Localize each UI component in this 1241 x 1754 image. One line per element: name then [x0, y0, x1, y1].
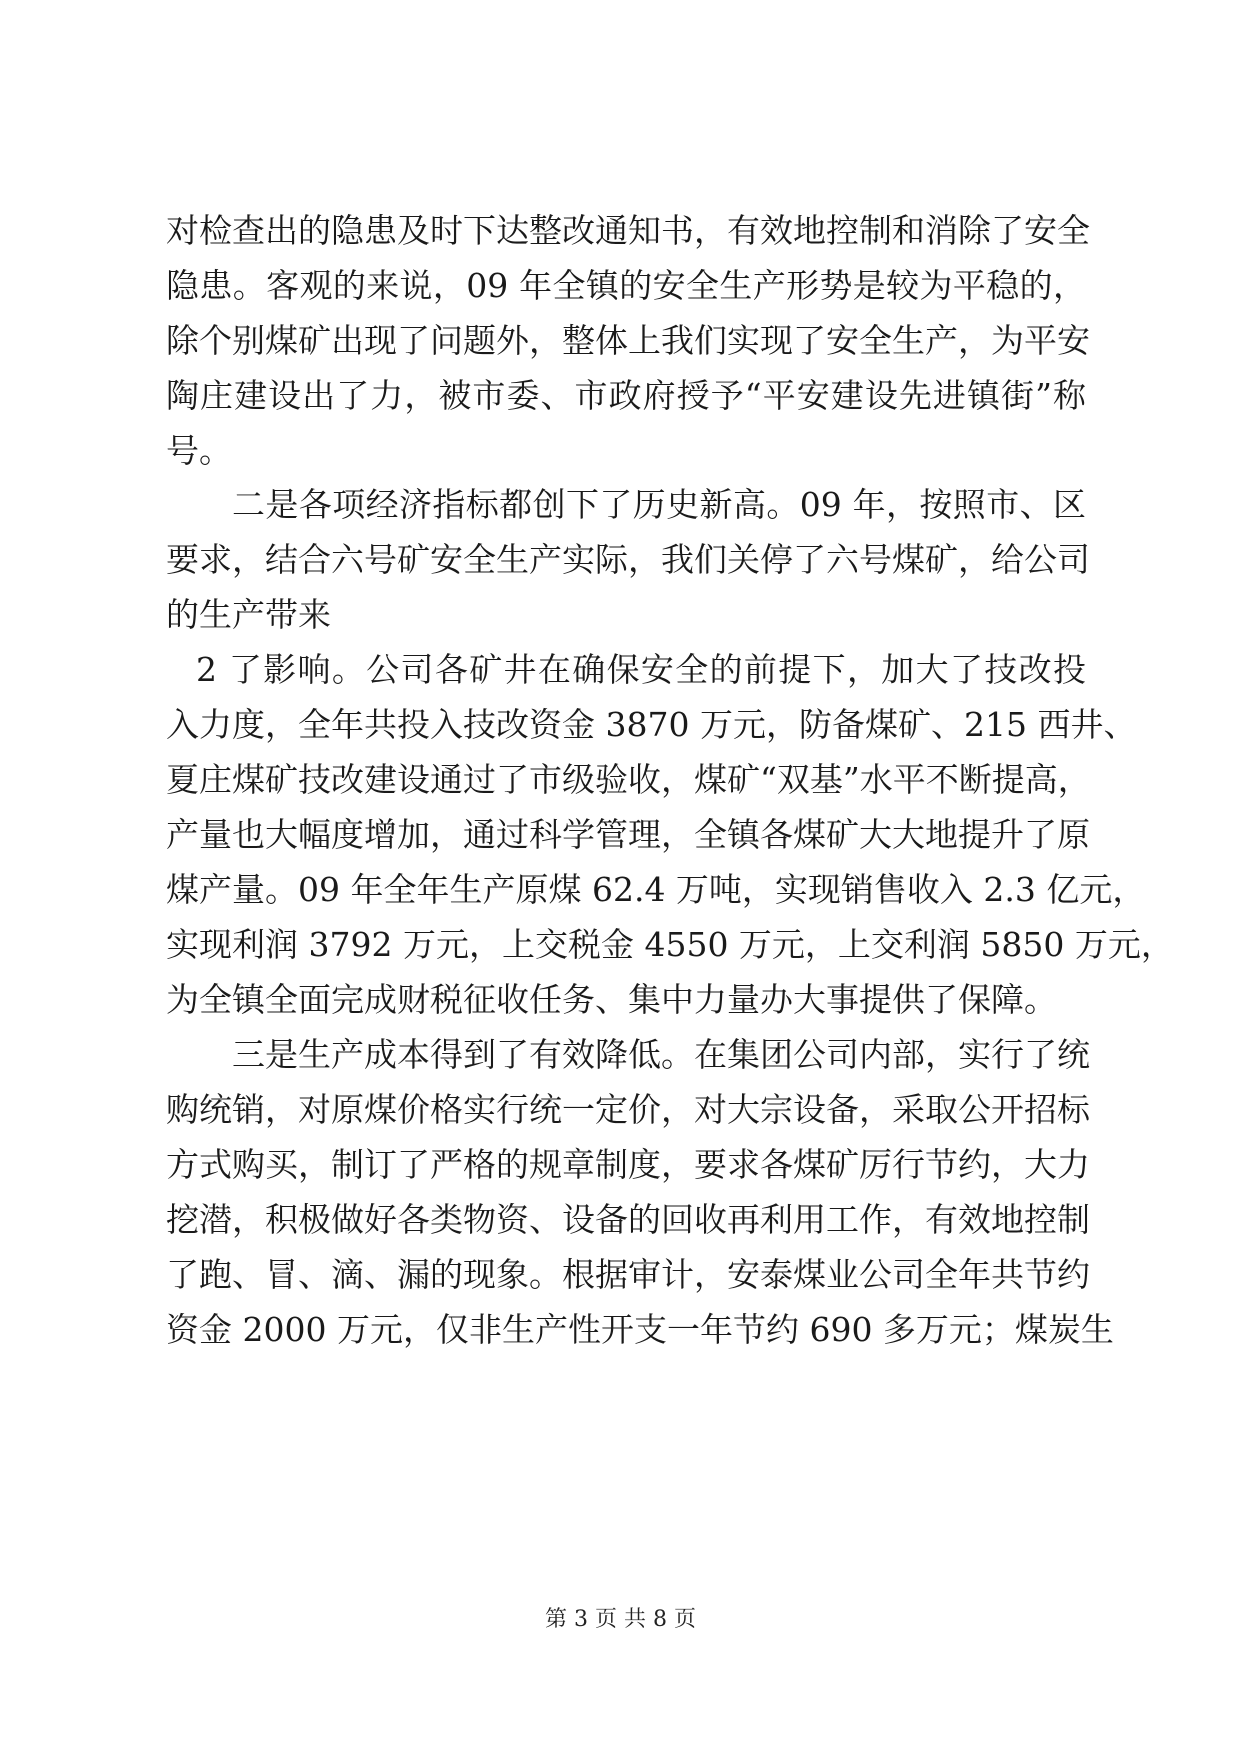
paragraph-start-line: 二是各项经济指标都创下了历史新高。09 年，按照市、区: [232, 485, 1086, 524]
paragraph-start-line: 三是生产成本得到了有效降低。在集团公司内部，实行了统: [232, 1035, 1090, 1074]
text-line: 了跑、冒、滴、漏的现象。根据审计，安泰煤业公司全年共节约: [166, 1255, 1090, 1294]
text-line: 号。: [166, 431, 232, 470]
text-line: 要求，结合六号矿安全生产实际，我们关停了六号煤矿，给公司: [166, 540, 1090, 579]
text-line: 购统销，对原煤价格实行统一定价，对大宗设备，采取公开招标: [166, 1090, 1090, 1129]
page-footer: 第 3 页 共 8 页: [545, 1607, 696, 1632]
text-line: 资金 2000 万元，仅非生产性开支一年节约 690 多万元；煤炭生: [166, 1310, 1114, 1349]
text-line: 陶庄建设出了力，被市委、市政府授予“平安建设先进镇街”称: [166, 376, 1086, 415]
text-line: 对检查出的隐患及时下达整改通知书，有效地控制和消除了安全: [166, 211, 1090, 250]
text-line: 煤产量。09 年全年生产原煤 62.4 万吨，实现销售收入 2.3 亿元，: [166, 870, 1146, 909]
text-line: 的生产带来: [166, 595, 331, 634]
text-line: 除个别煤矿出现了问题外，整体上我们实现了安全生产，为平安: [166, 321, 1090, 360]
text-line: 实现利润 3792 万元，上交税金 4550 万元，上交利润 5850 万元，: [166, 925, 1174, 964]
text-line: 为全镇全面完成财税征收任务、集中力量办大事提供了保障。: [166, 980, 1057, 1019]
text-line: 隐患。客观的来说，09 年全镇的安全生产形势是较为平稳的，: [166, 266, 1086, 305]
text-line: 产量也大幅度增加，通过科学管理，全镇各煤矿大大地提升了原: [166, 815, 1090, 854]
text-line: 入力度，全年共投入技改资金 3870 万元，防备煤矿、215 西井、: [166, 705, 1137, 744]
text-line: 方式购买，制订了严格的规章制度，要求各煤矿厉行节约，大力: [166, 1145, 1090, 1184]
text-line: 夏庄煤矿技改建设通过了市级验收，煤矿“双基”水平不断提高，: [166, 760, 1091, 799]
text-line: 挖潜，积极做好各类物资、设备的回收再利用工作，有效地控制: [166, 1200, 1090, 1239]
paragraph-start-line: 2 了影响。公司各矿井在确保安全的前提下，加大了技改投: [196, 650, 1086, 689]
